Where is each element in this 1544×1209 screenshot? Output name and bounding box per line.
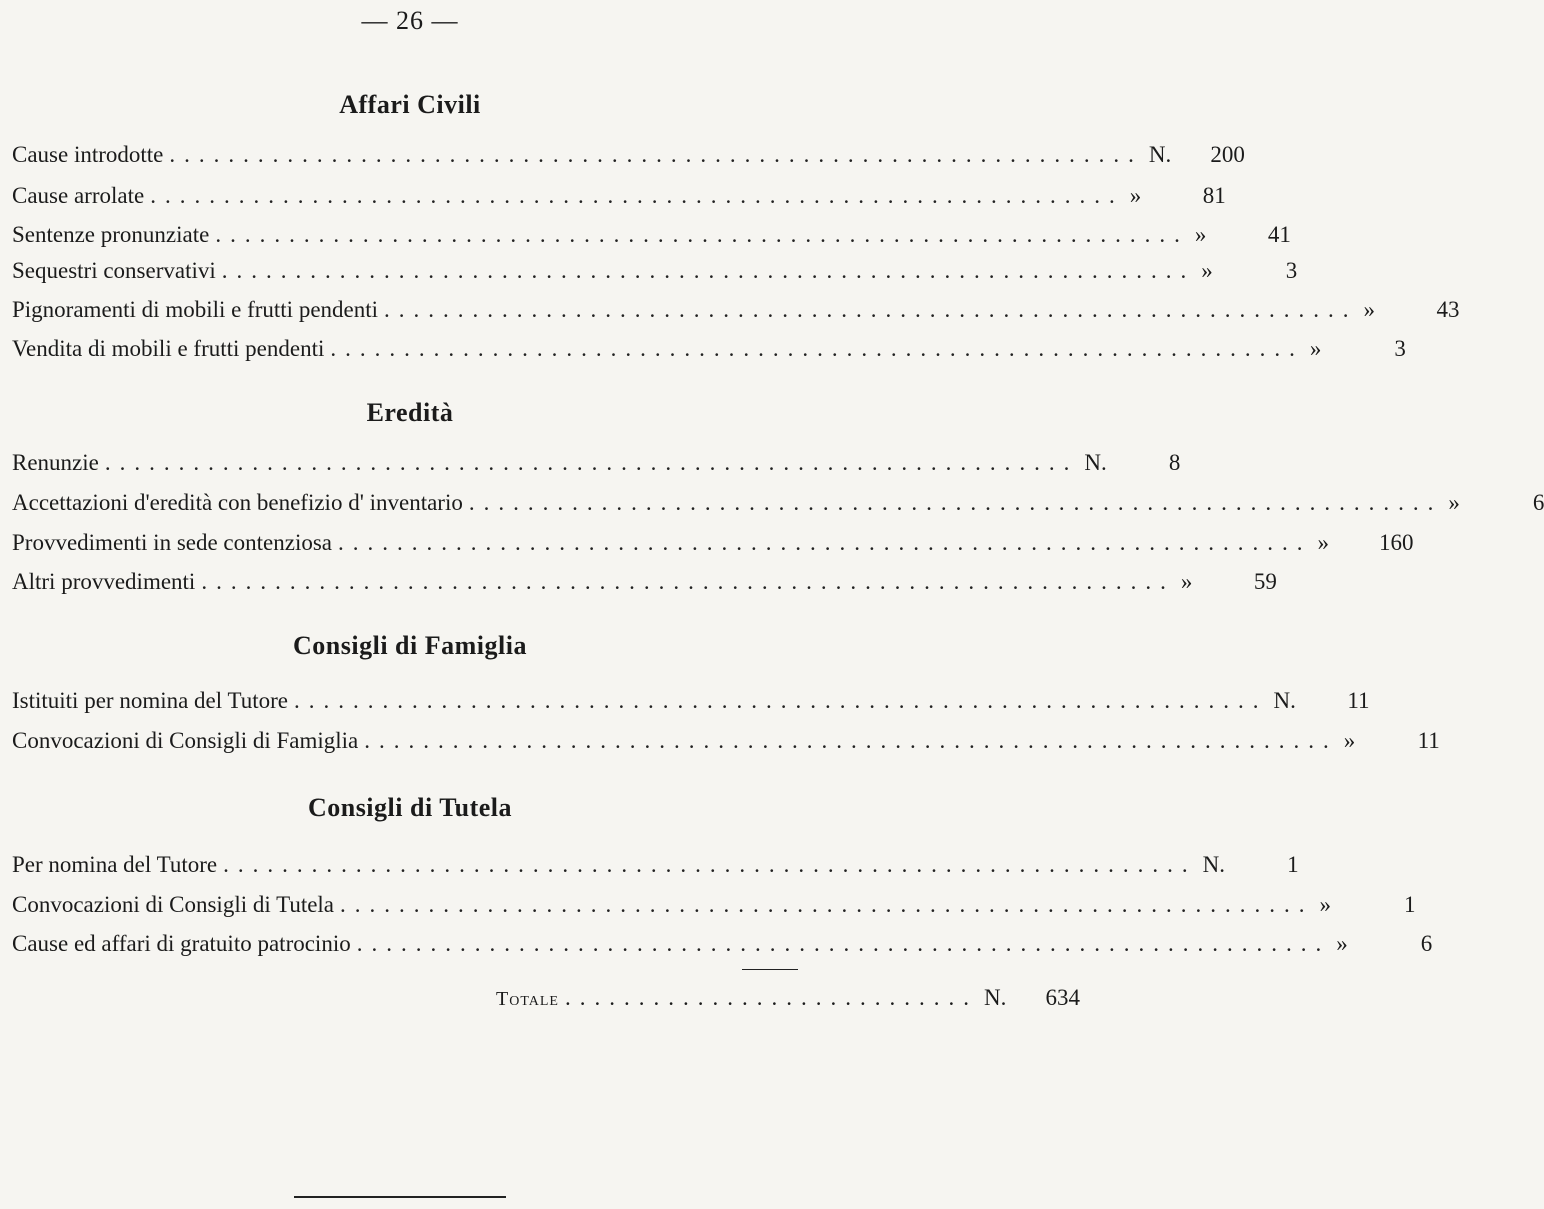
list-item xyxy=(12,490,1544,524)
row-label: Accettazioni d'eredità con benefizio d' inventario xyxy=(12,490,463,515)
list-item xyxy=(12,222,1291,256)
row-value: 11 xyxy=(1347,688,1370,713)
row-value: 11 xyxy=(1417,728,1440,753)
row-unit: » xyxy=(1317,530,1330,555)
page-number: — 26 — xyxy=(361,6,459,35)
leader-dots: .................................................................. xyxy=(468,490,1443,515)
row-label: Pignoramenti di mobili e frutti pendenti xyxy=(12,297,379,322)
leader-dots: .................................................................. xyxy=(215,222,1189,247)
list-item xyxy=(12,892,1416,926)
row-unit: » xyxy=(1180,569,1193,594)
leader-dots: .................................................................. xyxy=(169,142,1143,167)
row-unit: » xyxy=(1363,297,1376,322)
list-item xyxy=(12,688,1370,722)
leader-dots: .................................................................. xyxy=(384,297,1358,322)
list-item xyxy=(12,336,1406,370)
row-unit: N. xyxy=(1273,688,1296,713)
row-unit: » xyxy=(1201,258,1213,283)
leader-dots: ............................ xyxy=(564,985,978,1010)
row-label: Provvedimenti in sede contenziosa xyxy=(12,530,333,555)
leader-dots: .................................................................. xyxy=(223,852,1197,877)
row-label: Vendita di mobili e frutti pendenti xyxy=(12,336,325,361)
section-title-consigli-tutela: Consigli di Tutela xyxy=(307,793,513,822)
leader-dots: .................................................................. xyxy=(338,530,1312,555)
row-unit: » xyxy=(1194,222,1207,247)
list-item xyxy=(12,530,1414,564)
row-label: Sequestri conservativi xyxy=(12,258,216,283)
row-value: 8 xyxy=(1168,450,1181,475)
leader-dots: .................................................................. xyxy=(294,688,1268,713)
leader-dots: .................................................................. xyxy=(330,336,1304,361)
row-label: Sentenze pronunziate xyxy=(12,222,210,247)
row-unit: » xyxy=(1129,183,1142,208)
row-value: 6 xyxy=(1420,931,1433,956)
leader-dots: .................................................................. xyxy=(340,892,1314,917)
list-item xyxy=(12,258,1298,292)
leader-dots: .................................................................. xyxy=(221,258,1196,283)
section-title-affari-civili: Affari Civili xyxy=(339,90,481,119)
row-value: 200 xyxy=(1210,142,1245,167)
list-item xyxy=(12,142,1245,176)
row-unit: » xyxy=(1309,336,1322,361)
row-label: Cause ed affari di gratuito patrocinio xyxy=(12,931,351,956)
row-value: 1 xyxy=(1404,892,1416,917)
row-label: Renunzie xyxy=(12,450,99,475)
list-item xyxy=(12,183,1226,217)
row-label: Convocazioni di Consigli di Tutela xyxy=(12,892,335,917)
bottom-rule xyxy=(294,1196,506,1198)
row-unit: » xyxy=(1319,892,1332,917)
total-value: 634 xyxy=(1045,985,1080,1010)
row-value: 3 xyxy=(1394,336,1406,361)
leader-dots: .................................................................. xyxy=(104,450,1079,475)
total-label: Totale xyxy=(496,988,559,1010)
row-unit: » xyxy=(1336,931,1348,956)
list-item xyxy=(12,852,1299,886)
row-unit: N. xyxy=(1084,450,1107,475)
row-unit: » xyxy=(1343,728,1356,753)
total-unit: N. xyxy=(983,985,1007,1010)
row-value: 160 xyxy=(1379,530,1414,555)
row-value: 81 xyxy=(1202,183,1226,208)
row-label: Istituiti per nomina del Tutore xyxy=(12,688,288,713)
row-label: Cause arrolate xyxy=(12,183,145,208)
leader-dots: .................................................................. xyxy=(356,931,1331,956)
row-value: 41 xyxy=(1267,222,1291,247)
section-title-eredita: Eredità xyxy=(366,398,454,427)
list-item xyxy=(12,569,1277,603)
row-unit: N. xyxy=(1148,142,1172,167)
section-title-consigli-famiglia: Consigli di Famiglia xyxy=(293,631,527,660)
row-value: 3 xyxy=(1285,258,1298,283)
leader-dots: .................................................................. xyxy=(150,183,1124,208)
row-value: 59 xyxy=(1253,569,1277,594)
row-label: Altri provvedimenti xyxy=(12,569,196,594)
list-item xyxy=(12,450,1181,484)
list-item xyxy=(12,297,1460,331)
total-row xyxy=(12,985,1080,1019)
row-label: Cause introdotte xyxy=(12,142,164,167)
list-item xyxy=(12,728,1440,762)
row-value: 1 xyxy=(1287,852,1299,877)
leader-dots: .................................................................. xyxy=(201,569,1175,594)
total-rule xyxy=(742,969,798,970)
row-label: Convocazioni di Consigli di Famiglia xyxy=(12,728,359,753)
row-label: Per nomina del Tutore xyxy=(12,852,218,877)
row-value: 6 xyxy=(1532,490,1544,515)
row-unit: » xyxy=(1448,490,1460,515)
row-value: 43 xyxy=(1436,297,1460,322)
leader-dots: .................................................................. xyxy=(364,728,1338,753)
list-item xyxy=(12,931,1433,965)
row-unit: N. xyxy=(1202,852,1225,877)
